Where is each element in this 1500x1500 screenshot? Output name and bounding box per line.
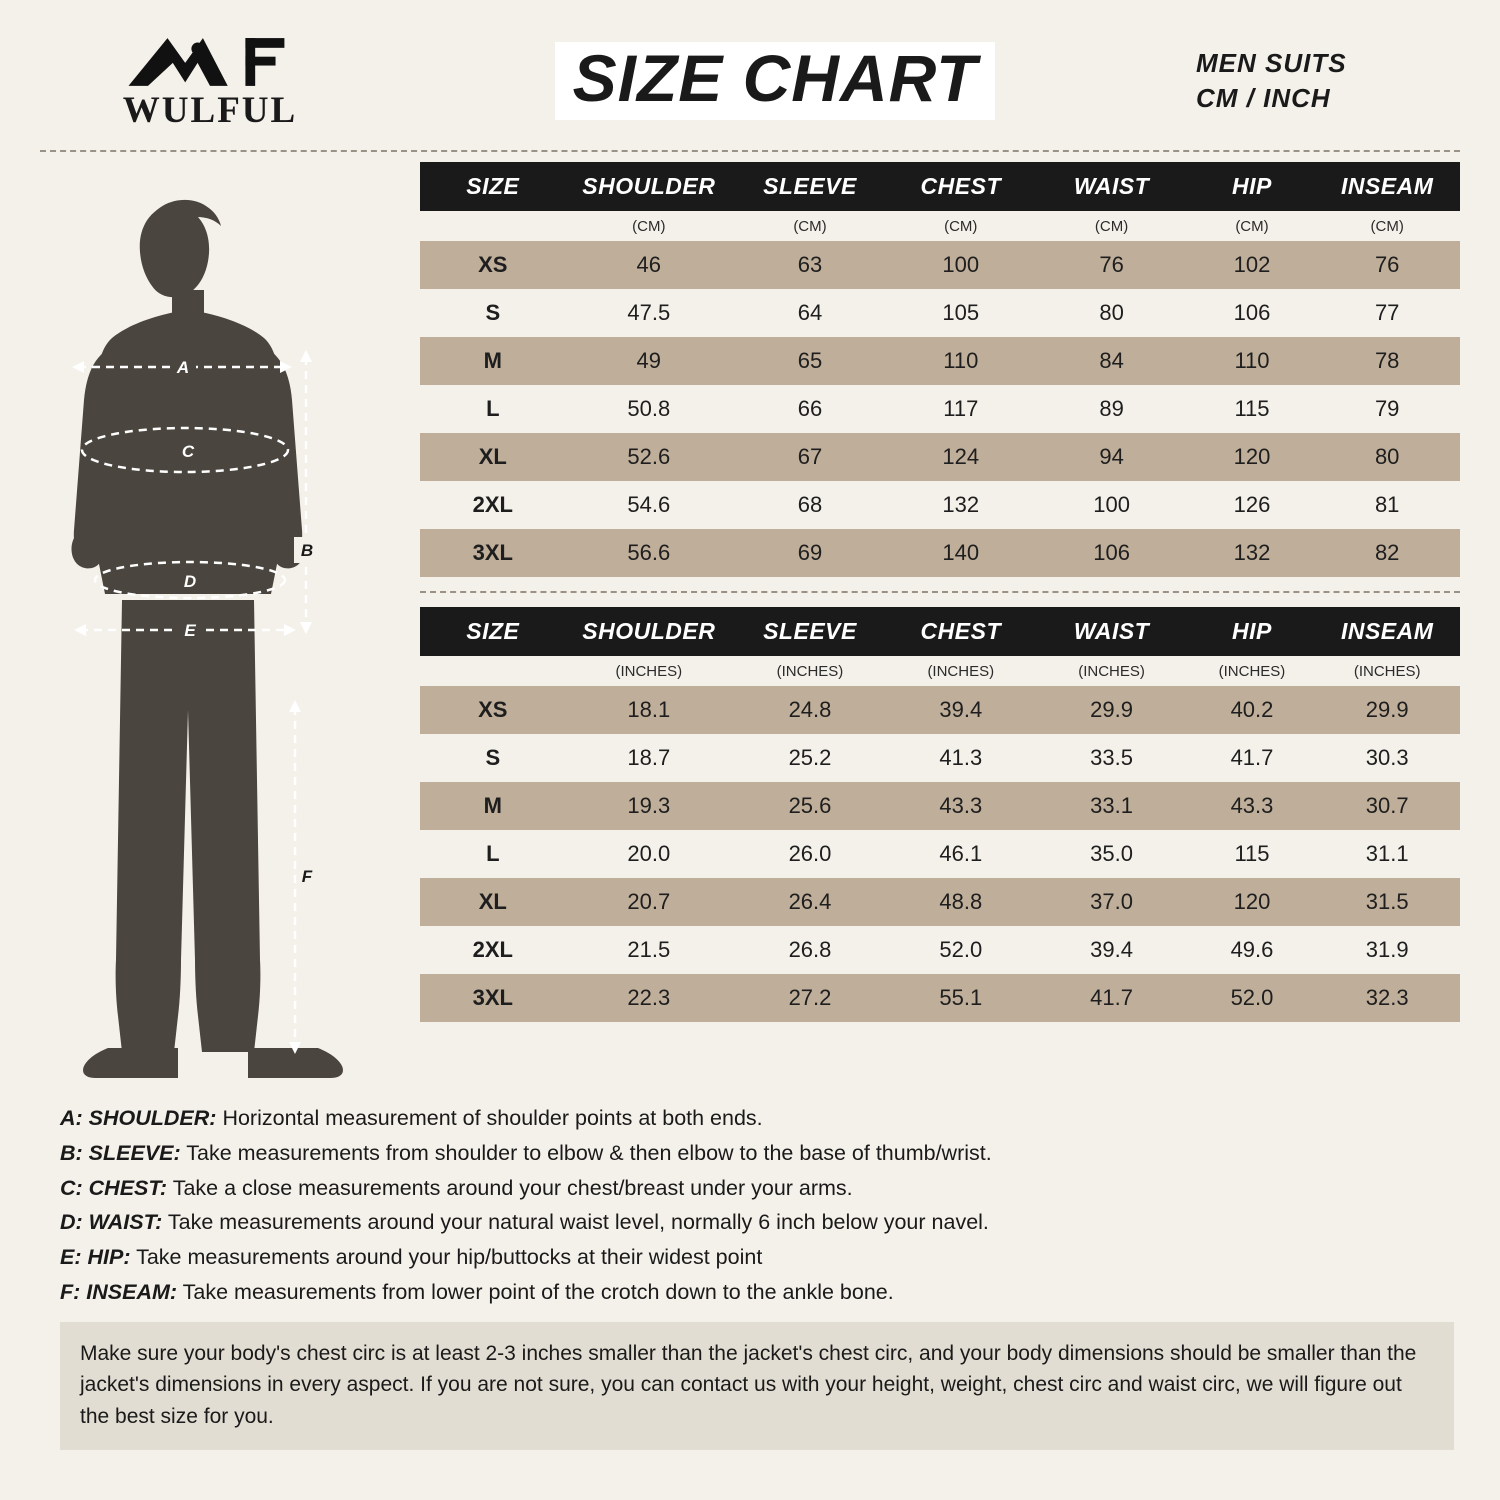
cell-waist: 80: [1034, 289, 1190, 337]
main-content: [0, 152, 1500, 1087]
cell-sleeve: 26.0: [732, 830, 888, 878]
cell-shoulder: 52.6: [566, 433, 732, 481]
title-highlight: [555, 42, 996, 119]
cell-sleeve: 24.8: [732, 686, 888, 734]
cm-unit-row: [420, 211, 1460, 241]
unit-hip: (CM): [1190, 211, 1315, 241]
subtitle-line-2: CM / INCH: [1196, 83, 1331, 113]
cell-shoulder: 18.1: [566, 686, 732, 734]
cell-size: L: [420, 830, 566, 878]
unit-waist: (INCHES): [1034, 656, 1190, 686]
cell-size: 2XL: [420, 926, 566, 974]
unit-size: [420, 656, 566, 686]
cell-hip: 115: [1190, 830, 1315, 878]
cell-chest: 46.1: [888, 830, 1034, 878]
unit-inseam: (CM): [1314, 211, 1460, 241]
col-shoulder: SHOULDER: [566, 162, 732, 211]
svg-text:B: B: [300, 541, 314, 560]
cell-inseam: 31.9: [1314, 926, 1460, 974]
cell-chest: 39.4: [888, 686, 1034, 734]
legend-text: Take measurements around your hip/buttocks at their widest point: [136, 1245, 763, 1270]
cell-chest: 55.1: [888, 974, 1034, 1022]
cell-inseam: 78: [1314, 337, 1460, 385]
col-chest: CHEST: [888, 162, 1034, 211]
svg-text:A: A: [176, 358, 190, 377]
table-row: [420, 433, 1460, 481]
cell-size: 3XL: [420, 529, 566, 577]
col-sleeve: SLEEVE: [732, 162, 888, 211]
measurement-legend: [0, 1087, 1500, 1310]
cell-hip: 120: [1190, 878, 1315, 926]
cell-inseam: 80: [1314, 433, 1460, 481]
cell-size: XS: [420, 686, 566, 734]
col-chest: CHEST: [888, 607, 1034, 656]
cell-size: XS: [420, 241, 566, 289]
cell-hip: 115: [1190, 385, 1315, 433]
table-row: [420, 734, 1460, 782]
cell-sleeve: 64: [732, 289, 888, 337]
legend-item-waist: [60, 1205, 1454, 1240]
cell-waist: 76: [1034, 241, 1190, 289]
legend-text: Take a close measurements around your chest/breast under your arms.: [172, 1175, 853, 1200]
cell-hip: 43.3: [1190, 782, 1315, 830]
brand-wordmark: WULFUL: [122, 89, 298, 131]
cell-waist: 106: [1034, 529, 1190, 577]
table-row: [420, 385, 1460, 433]
cell-chest: 140: [888, 529, 1034, 577]
man-silhouette-icon: [40, 182, 390, 1082]
cell-chest: 124: [888, 433, 1034, 481]
tables-divider: [420, 591, 1460, 593]
cell-inseam: 76: [1314, 241, 1460, 289]
page-title: SIZE CHART: [572, 41, 978, 116]
table-row: [420, 686, 1460, 734]
cm-table-body: [420, 211, 1460, 577]
cell-size: XL: [420, 433, 566, 481]
cell-waist: 33.5: [1034, 734, 1190, 782]
page-subtitle: [1190, 46, 1460, 116]
col-inseam: INSEAM: [1314, 162, 1460, 211]
cell-inseam: 79: [1314, 385, 1460, 433]
cell-sleeve: 69: [732, 529, 888, 577]
title-container: [360, 42, 1190, 119]
cell-size: 3XL: [420, 974, 566, 1022]
cell-shoulder: 56.6: [566, 529, 732, 577]
sizing-note: Make sure your body's chest circ is at least 2-3 inches smaller than the jacket's chest circ, and your body dimensions should be smaller than the jacket's dimensions in every aspect. If you are not sure, you can contact us with your height, weight, chest circ and waist circ, we will figure out the best size for you.: [60, 1322, 1454, 1451]
cell-shoulder: 20.0: [566, 830, 732, 878]
svg-text:F: F: [301, 867, 313, 886]
cell-size: L: [420, 385, 566, 433]
col-hip: HIP: [1190, 162, 1315, 211]
page-header: [0, 0, 1500, 150]
unit-size: [420, 211, 566, 241]
subtitle-line-1: MEN SUITS: [1196, 47, 1347, 78]
cm-size-table: [420, 162, 1460, 577]
cell-hip: 41.7: [1190, 734, 1315, 782]
col-sleeve: SLEEVE: [732, 607, 888, 656]
legend-key: B: SLEEVE:: [60, 1140, 181, 1165]
cell-waist: 33.1: [1034, 782, 1190, 830]
legend-text: Take measurements from shoulder to elbow & then elbow to the base of thumb/wrist.: [186, 1140, 992, 1165]
unit-sleeve: (CM): [732, 211, 888, 241]
cell-size: 2XL: [420, 481, 566, 529]
cell-hip: 40.2: [1190, 686, 1315, 734]
unit-shoulder: (INCHES): [566, 656, 732, 686]
cell-chest: 100: [888, 241, 1034, 289]
cell-shoulder: 22.3: [566, 974, 732, 1022]
cell-waist: 94: [1034, 433, 1190, 481]
table-row: [420, 878, 1460, 926]
cell-size: M: [420, 337, 566, 385]
cell-waist: 39.4: [1034, 926, 1190, 974]
col-waist: WAIST: [1034, 162, 1190, 211]
cell-sleeve: 26.4: [732, 878, 888, 926]
legend-text: Horizontal measurement of shoulder points at both ends.: [222, 1106, 763, 1130]
col-hip: HIP: [1190, 607, 1315, 656]
cell-sleeve: 66: [732, 385, 888, 433]
legend-item-inseam: [60, 1275, 1454, 1310]
table-row: [420, 830, 1460, 878]
legend-text: Take measurements from lower point of the crotch down to the ankle bone.: [182, 1280, 894, 1305]
cell-chest: 41.3: [888, 734, 1034, 782]
cell-size: XL: [420, 878, 566, 926]
cell-inseam: 29.9: [1314, 686, 1460, 734]
cell-hip: 110: [1190, 337, 1315, 385]
cell-chest: 110: [888, 337, 1034, 385]
cell-shoulder: 18.7: [566, 734, 732, 782]
legend-item-chest: [60, 1171, 1454, 1206]
cell-shoulder: 19.3: [566, 782, 732, 830]
table-row: [420, 782, 1460, 830]
cell-chest: 117: [888, 385, 1034, 433]
inch-size-table: [420, 607, 1460, 1022]
legend-item-hip: [60, 1240, 1454, 1275]
table-row: [420, 974, 1460, 1022]
cell-waist: 84: [1034, 337, 1190, 385]
col-size: SIZE: [420, 162, 566, 211]
cell-hip: 120: [1190, 433, 1315, 481]
cell-waist: 41.7: [1034, 974, 1190, 1022]
col-waist: WAIST: [1034, 607, 1190, 656]
cell-inseam: 81: [1314, 481, 1460, 529]
cell-sleeve: 26.8: [732, 926, 888, 974]
legend-key: C: CHEST:: [60, 1175, 168, 1200]
unit-shoulder: (CM): [566, 211, 732, 241]
unit-waist: (CM): [1034, 211, 1190, 241]
legend-item-shoulder: [60, 1101, 1454, 1136]
cell-inseam: 31.1: [1314, 830, 1460, 878]
cell-shoulder: 50.8: [566, 385, 732, 433]
svg-text:E: E: [184, 621, 196, 640]
legend-item-sleeve: [60, 1136, 1454, 1171]
cell-size: M: [420, 782, 566, 830]
inch-unit-row: [420, 656, 1460, 686]
unit-chest: (CM): [888, 211, 1034, 241]
cell-sleeve: 65: [732, 337, 888, 385]
unit-inseam: (INCHES): [1314, 656, 1460, 686]
svg-text:C: C: [181, 442, 195, 461]
table-row: [420, 289, 1460, 337]
cell-inseam: 30.7: [1314, 782, 1460, 830]
unit-sleeve: (INCHES): [732, 656, 888, 686]
table-row: [420, 241, 1460, 289]
cm-table-head: [420, 162, 1460, 211]
table-row: [420, 529, 1460, 577]
cell-waist: 29.9: [1034, 686, 1190, 734]
cell-inseam: 77: [1314, 289, 1460, 337]
cell-waist: 89: [1034, 385, 1190, 433]
cell-shoulder: 47.5: [566, 289, 732, 337]
cell-inseam: 32.3: [1314, 974, 1460, 1022]
cell-size: S: [420, 289, 566, 337]
cell-size: S: [420, 734, 566, 782]
cell-shoulder: 21.5: [566, 926, 732, 974]
cell-hip: 102: [1190, 241, 1315, 289]
table-row: [420, 337, 1460, 385]
cell-sleeve: 25.6: [732, 782, 888, 830]
cell-hip: 132: [1190, 529, 1315, 577]
cm-header-row: [420, 162, 1460, 211]
cell-chest: 43.3: [888, 782, 1034, 830]
cell-inseam: 31.5: [1314, 878, 1460, 926]
cell-sleeve: 63: [732, 241, 888, 289]
cell-chest: 48.8: [888, 878, 1034, 926]
cell-hip: 106: [1190, 289, 1315, 337]
cell-inseam: 82: [1314, 529, 1460, 577]
legend-key: A: SHOULDER:: [60, 1106, 217, 1130]
cell-sleeve: 25.2: [732, 734, 888, 782]
brand-logo: [60, 31, 360, 132]
inch-table-body: [420, 656, 1460, 1022]
cell-chest: 105: [888, 289, 1034, 337]
cell-sleeve: 68: [732, 481, 888, 529]
inch-header-row: [420, 607, 1460, 656]
measurement-figure: [40, 162, 410, 1087]
tables-container: [410, 162, 1460, 1087]
legend-text: Take measurements around your natural waist level, normally 6 inch below your navel.: [167, 1210, 989, 1235]
cell-hip: 52.0: [1190, 974, 1315, 1022]
inch-table-head: [420, 607, 1460, 656]
unit-hip: (INCHES): [1190, 656, 1315, 686]
legend-key: F: INSEAM:: [60, 1280, 178, 1305]
cell-hip: 49.6: [1190, 926, 1315, 974]
col-inseam: INSEAM: [1314, 607, 1460, 656]
cell-shoulder: 49: [566, 337, 732, 385]
cell-waist: 37.0: [1034, 878, 1190, 926]
legend-key: D: WAIST:: [60, 1210, 163, 1235]
cell-hip: 126: [1190, 481, 1315, 529]
cell-chest: 132: [888, 481, 1034, 529]
cell-waist: 35.0: [1034, 830, 1190, 878]
table-row: [420, 481, 1460, 529]
svg-text:D: D: [183, 572, 197, 591]
legend-key: E: HIP:: [60, 1245, 131, 1270]
wulful-m-logo-icon: [120, 31, 300, 93]
cell-sleeve: 67: [732, 433, 888, 481]
table-row: [420, 926, 1460, 974]
unit-chest: (INCHES): [888, 656, 1034, 686]
cell-waist: 100: [1034, 481, 1190, 529]
cell-inseam: 30.3: [1314, 734, 1460, 782]
cell-shoulder: 46: [566, 241, 732, 289]
cell-chest: 52.0: [888, 926, 1034, 974]
col-shoulder: SHOULDER: [566, 607, 732, 656]
cell-shoulder: 54.6: [566, 481, 732, 529]
col-size: SIZE: [420, 607, 566, 656]
cell-sleeve: 27.2: [732, 974, 888, 1022]
cell-shoulder: 20.7: [566, 878, 732, 926]
